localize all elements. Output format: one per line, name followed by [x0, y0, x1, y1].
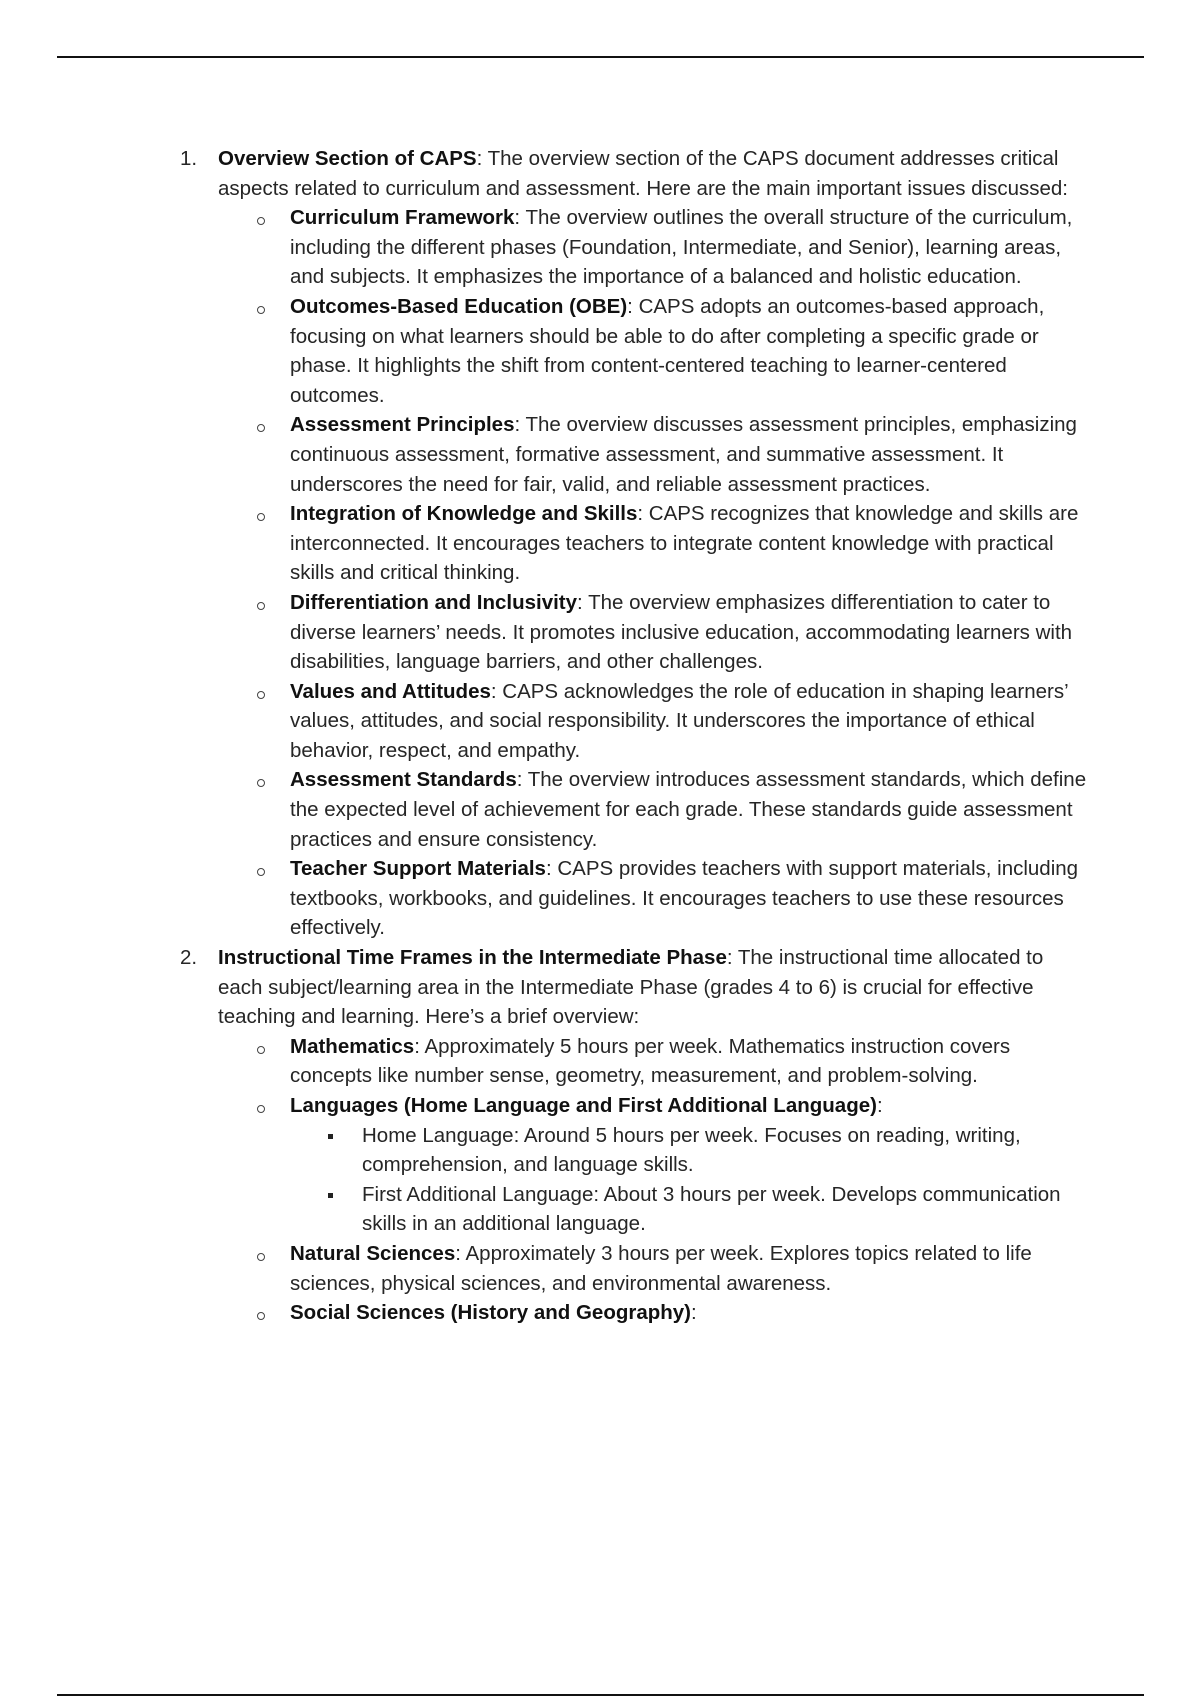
- list-item: [180, 943, 1090, 1328]
- nested-sublist: [290, 1121, 1090, 1239]
- item-heading: Overview Section of CAPS: [218, 147, 477, 170]
- subitem-text: :: [691, 1301, 697, 1325]
- subitem-heading: Outcomes-Based Education (OBE): [290, 294, 628, 318]
- square-bullet-icon: [328, 1193, 333, 1198]
- subitem-heading: Curriculum Framework: [290, 206, 515, 230]
- circle-bullet-icon: [257, 602, 265, 610]
- subitem-heading: Assessment Principles: [290, 413, 515, 437]
- sublist-item: [290, 1298, 1090, 1328]
- item-text: : The overview section of the CAPS document addresses critical aspects related to curriculum and assessment. Here are the main important issues discussed:: [218, 147, 1068, 200]
- circle-bullet-icon: [257, 217, 265, 225]
- circle-bullet-icon: [257, 868, 265, 876]
- sublist-item: [290, 588, 1090, 677]
- sublist: [218, 1032, 1090, 1328]
- subitem-heading: Languages (Home Language and First Additional Language): [290, 1094, 877, 1117]
- subitem-text: : The overview emphasizes differentiation to cater to diverse learners’ needs. It promotes inclusive education, accommodating learners with disabilities, language barriers, and other challenges.: [290, 590, 1073, 674]
- sublist-item: [290, 410, 1090, 499]
- subitem-text: : The overview outlines the overall structure of the curriculum, including the different phases (Foundation, Intermediate, and Senior), learning areas, and subjects. It emphasizes the importance of a balanced and holistic education.: [290, 206, 1073, 289]
- subitem-text: : CAPS acknowledges the role of education in shaping learners’ values, attitudes, and social responsibility. It underscores the importance of ethical behavior, respect, and empathy.: [290, 679, 1068, 762]
- item-text: : The instructional time allocated to each subject/learning area in the Intermediate Phase (grades 4 to 6) is crucial for effective teaching and learning. Here’s a brief overview:: [218, 946, 1044, 1029]
- circle-bullet-icon: [257, 513, 265, 521]
- subitem-text: :: [876, 1094, 883, 1117]
- subitem-text: : CAPS recognizes that knowledge and skills are interconnected. It encourages teachers to integrate content knowledge with practical skills and critical thinking.: [290, 502, 1079, 585]
- circle-bullet-icon: [257, 1312, 265, 1320]
- sublist-item: [290, 1239, 1090, 1298]
- subitem-text: : The overview introduces assessment standards, which define the expected level of achievement for each grade. These standards guide assessment practices and ensure consistency.: [290, 768, 1087, 851]
- circle-bullet-icon: [257, 306, 265, 314]
- subitem-text: : CAPS provides teachers with support materials, including textbooks, workbooks, and guidelines. It encourages teachers to use these resources effectively.: [290, 857, 1079, 940]
- circle-bullet-icon: [257, 691, 265, 699]
- sublist-item: [290, 1032, 1090, 1091]
- subitem-text: : Approximately 5 hours per week. Mathematics instruction covers concepts like number sense, geometry, measurement, and problem-solving.: [290, 1034, 1011, 1088]
- document-body: [180, 144, 1090, 1328]
- subitem-text: : CAPS adopts an outcomes-based approach, focusing on what learners should be able to do after completing a specific grade or phase. It highlights the shift from content-centered teaching to learner-centered outcomes.: [290, 294, 1045, 407]
- item-number: 1.: [180, 147, 198, 170]
- sublist: [218, 203, 1090, 943]
- nested-list-item: [362, 1180, 1090, 1239]
- sublist-item: [290, 1091, 1090, 1239]
- nested-item-text: Home Language: Around 5 hours per week. Focuses on reading, writing, comprehension, and language skills.: [362, 1123, 1021, 1177]
- subitem-text: : Approximately 3 hours per week. Explores topics related to life sciences, physical sciences, and environmental awareness.: [290, 1241, 1032, 1295]
- sublist-item: [290, 292, 1090, 410]
- header-rule: [57, 56, 1144, 58]
- circle-bullet-icon: [257, 1253, 265, 1261]
- sublist-item: [290, 203, 1090, 292]
- list-item: [180, 144, 1090, 943]
- circle-bullet-icon: [257, 424, 265, 432]
- sublist-item: [290, 499, 1090, 588]
- subitem-heading: Mathematics: [290, 1034, 415, 1058]
- subitem-text: : The overview discusses assessment principles, emphasizing continuous assessment, formative assessment, and summative assessment. It underscores the need for fair, valid, and reliable assessment practices.: [290, 413, 1077, 496]
- footer-rule: [57, 1694, 1144, 1696]
- subitem-heading: Social Sciences (History and Geography): [290, 1301, 692, 1325]
- subitem-heading: Differentiation and Inclusivity: [290, 590, 578, 614]
- subitem-heading: Teacher Support Materials: [290, 857, 546, 881]
- circle-bullet-icon: [257, 1046, 265, 1054]
- sublist-item: [290, 677, 1090, 766]
- nested-item-text: First Additional Language: About 3 hours per week. Develops communication skills in an additional language.: [362, 1182, 1061, 1236]
- subitem-heading: Values and Attitudes: [290, 679, 491, 703]
- nested-list-item: [362, 1121, 1090, 1180]
- item-heading: Instructional Time Frames in the Intermediate Phase: [218, 946, 727, 970]
- circle-bullet-icon: [257, 1105, 265, 1113]
- subitem-heading: Assessment Standards: [290, 768, 517, 792]
- subitem-heading: Natural Sciences: [290, 1241, 456, 1265]
- item-number: 2.: [180, 946, 198, 970]
- sublist-item: [290, 854, 1090, 943]
- sublist-item: [290, 765, 1090, 854]
- circle-bullet-icon: [257, 779, 265, 787]
- square-bullet-icon: [328, 1134, 333, 1139]
- subitem-heading: Integration of Knowledge and Skills: [290, 502, 638, 526]
